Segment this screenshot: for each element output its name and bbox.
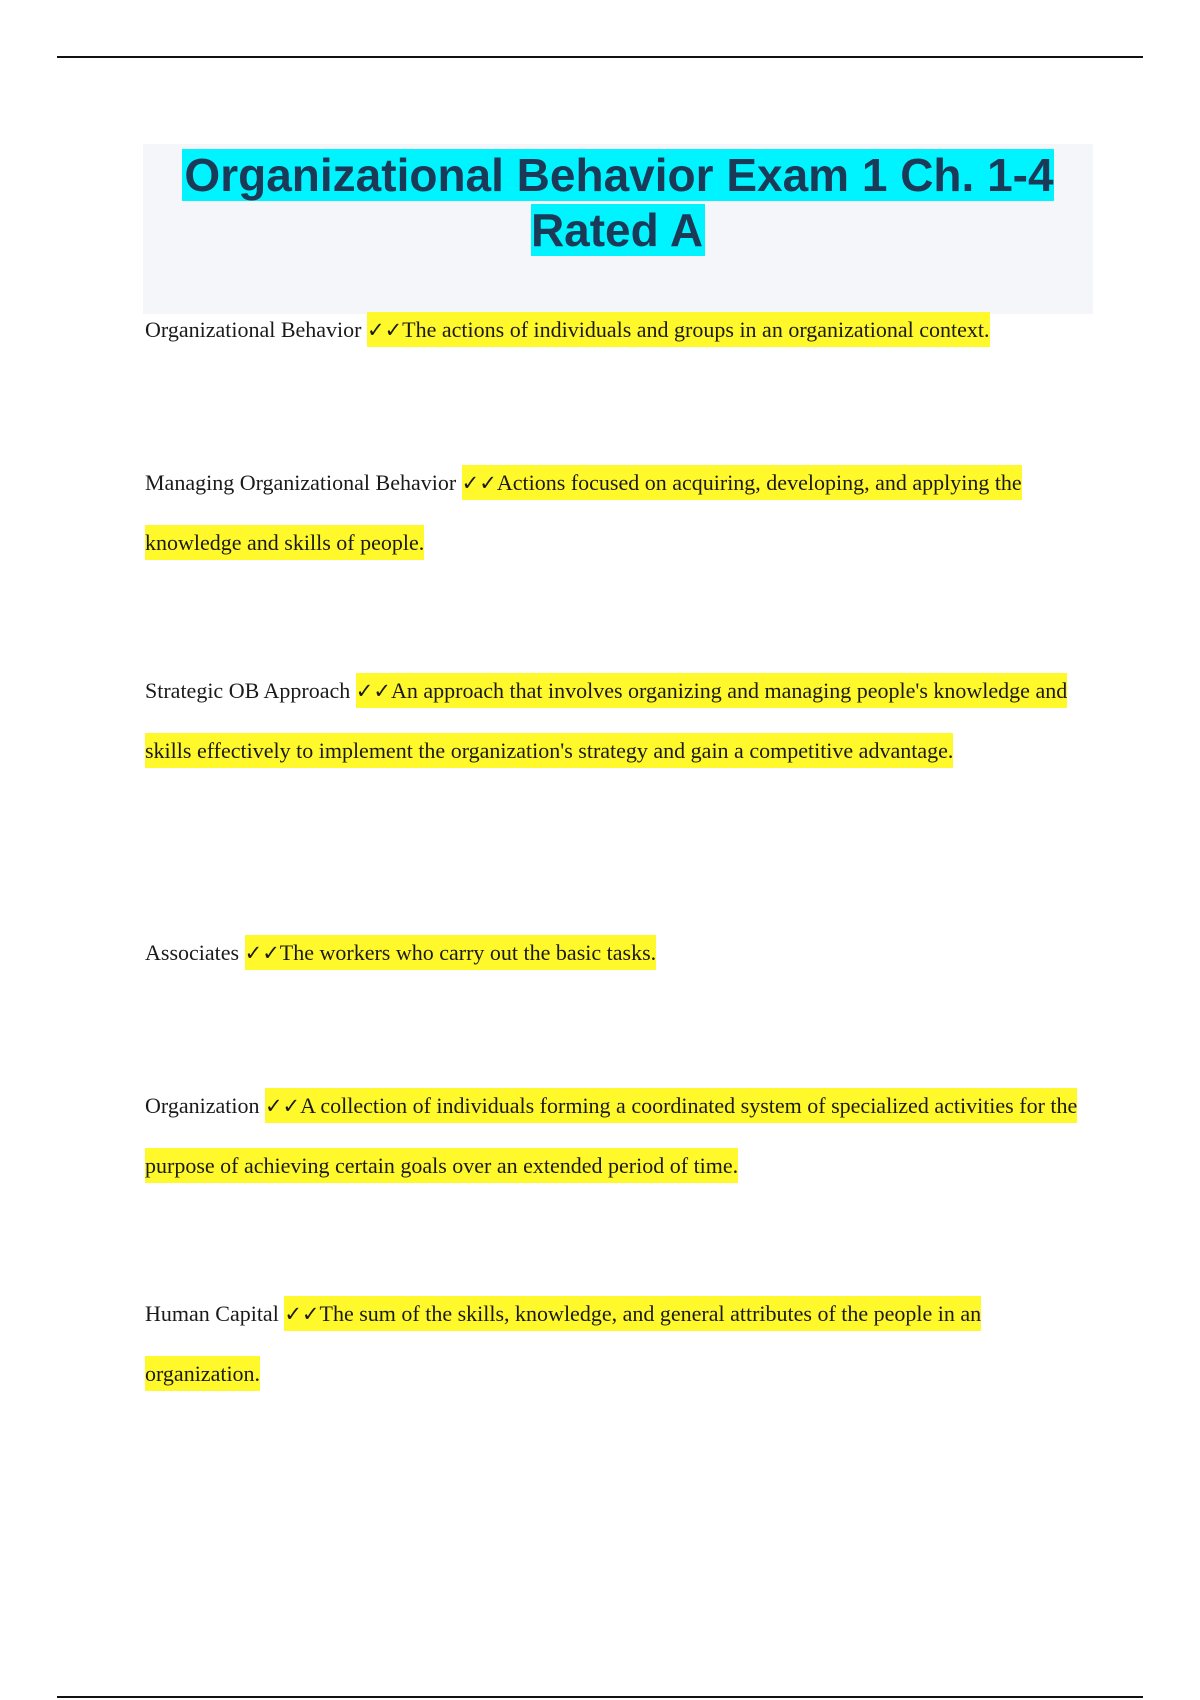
double-check-icon: ✓✓ [366, 318, 403, 342]
definition-highlight [367, 312, 990, 347]
list-item [145, 661, 1085, 781]
definition-text: A collection of individuals forming a coordinated system of specialized activities for the purpose of achieving certain goals over an extended period of time. [145, 1093, 1078, 1178]
term-label: Strategic OB Approach [145, 678, 351, 703]
definition-text: The actions of individuals and groups in an organizational context. [402, 317, 990, 342]
term-label: Managing Organizational Behavior [145, 470, 457, 495]
list-item [145, 923, 1085, 983]
term-label: Organization [145, 1093, 260, 1118]
bottom-rule [57, 1696, 1143, 1698]
top-rule [57, 56, 1143, 58]
double-check-icon: ✓✓ [461, 471, 497, 495]
definition-highlight [245, 935, 657, 970]
term-label: Human Capital [145, 1301, 279, 1326]
list-item [145, 453, 1085, 573]
definition-text: The workers who carry out the basic tasks. [279, 940, 657, 965]
definition-text: An approach that involves organizing and managing people's knowledge and skills effectively to implement the organization's strategy and gain a competitive advantage. [145, 678, 1068, 763]
term-label: Organizational Behavior [145, 317, 362, 342]
double-check-icon: ✓✓ [244, 941, 280, 965]
double-check-icon: ✓✓ [264, 1094, 301, 1118]
double-check-icon: ✓✓ [284, 1302, 320, 1326]
document-title [143, 144, 1093, 258]
double-check-icon: ✓✓ [355, 679, 391, 703]
title-highlight: Organizational Behavior Exam 1 Ch. 1-4 Rated A [184, 149, 1054, 256]
definition-highlight [145, 1088, 1077, 1183]
definition-text: Actions focused on acquiring, developing, and applying the knowledge and skills of people. [145, 470, 1022, 555]
term-label: Associates [145, 940, 240, 965]
title-block [143, 144, 1093, 314]
list-item [145, 300, 1085, 360]
list-item [145, 1076, 1085, 1196]
definition-text: The sum of the skills, knowledge, and general attributes of the people in an organization. [145, 1301, 982, 1386]
list-item [145, 1284, 1085, 1404]
